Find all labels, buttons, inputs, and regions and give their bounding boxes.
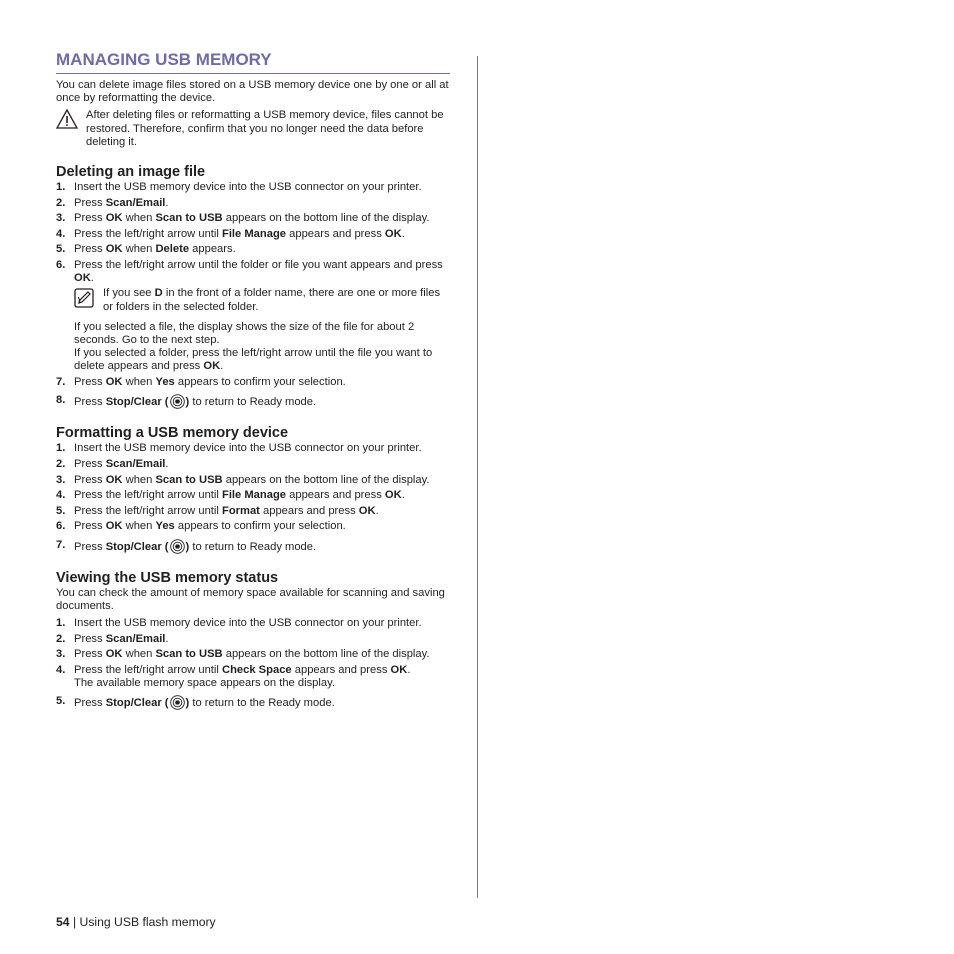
footer-separator: | — [72, 915, 77, 929]
content-column — [56, 50, 450, 711]
list-item: 3. Press OK when Scan to USB appears on the bottom line of the display. — [56, 473, 430, 486]
note-box — [74, 287, 450, 313]
column-divider — [477, 56, 478, 898]
intro-paragraph: You can delete image files stored on a USB memory device one by one or all at once by reformatting the device. — [56, 79, 449, 105]
file-selected-text: If you selected a file, the display shows the size of the file for about 2 seconds. Go to the next step. — [74, 320, 415, 346]
warning-triangle-icon — [56, 109, 86, 149]
page-footer — [56, 914, 216, 930]
section-heading-status: Viewing the USB memory status — [56, 569, 279, 586]
section-heading-delete: Deleting an image file — [56, 164, 206, 181]
note-text: If you see D in the front of a folder name, there are one or more files or folders in the selected folder. — [103, 287, 441, 313]
list-item: 2. Press Scan/Email. — [56, 196, 169, 209]
warning-box — [56, 109, 450, 149]
format-steps — [56, 442, 450, 553]
list-item: 6. Press the left/right arrow until the folder or file you want appears and press OK. — [56, 258, 443, 285]
list-item: 3. Press OK when Scan to USB appears on the bottom line of the display. — [56, 212, 430, 225]
warning-text: After deleting files or reformatting a USB memory device, files cannot be restored. Therefore, confirm that you no longer need the data before deleting it. — [86, 109, 444, 148]
status-intro: You can check the amount of memory space available for scanning and saving documents. — [56, 586, 445, 612]
footer-chapter: Using USB flash memory — [79, 915, 216, 929]
list-item: 8. Press Stop/Clear ( ) to return to Ready mode. — [56, 394, 317, 409]
section-heading-format: Formatting a USB memory device — [56, 425, 289, 442]
note-pencil-icon — [74, 287, 103, 313]
list-item: 4. Press the left/right arrow until Check Space appears and press OK. The available memory space appears on the display. — [56, 663, 411, 690]
list-item: 2. Press Scan/Email. — [56, 458, 169, 470]
list-item: 5. Press the left/right arrow until Format appears and press OK. — [56, 504, 379, 517]
list-item: 1. Insert the USB memory device into the USB connector on your printer. — [56, 181, 422, 194]
status-steps — [56, 617, 450, 710]
delete-steps — [56, 181, 450, 285]
folder-selected-text: If you selected a folder, press the left/right arrow until the file you want to delete appears and press OK. — [74, 347, 433, 373]
list-item: 1. Insert the USB memory device into the USB connector on your printer. — [56, 442, 422, 455]
list-item: 6. Press OK when Yes appears to confirm your selection. — [56, 520, 346, 533]
list-item: 5. Press OK when Delete appears. — [56, 243, 236, 256]
list-item: 5. Press Stop/Clear ( ) to return to the Ready mode. — [56, 695, 335, 710]
page-title: MANAGING USB MEMORY — [56, 50, 450, 74]
stop-clear-button-icon — [170, 539, 185, 554]
list-item: 4. Press the left/right arrow until File Manage appears and press OK. — [56, 227, 405, 240]
list-item: 1. Insert the USB memory device into the USB connector on your printer. — [56, 617, 422, 630]
list-item: 7. Press OK when Yes appears to confirm your selection. — [56, 376, 346, 388]
stop-clear-button-icon — [170, 394, 185, 409]
stop-clear-button-icon — [170, 695, 185, 710]
delete-steps-cont — [56, 376, 450, 409]
list-item: 7. Press Stop/Clear ( ) to return to Ready mode. — [56, 538, 317, 553]
page-number: 54 — [56, 915, 70, 929]
list-item: 2. Press Scan/Email. — [56, 632, 169, 645]
list-item: 3. Press OK when Scan to USB appears on the bottom line of the display. — [56, 648, 430, 661]
list-item: 4. Press the left/right arrow until File Manage appears and press OK. — [56, 489, 405, 502]
